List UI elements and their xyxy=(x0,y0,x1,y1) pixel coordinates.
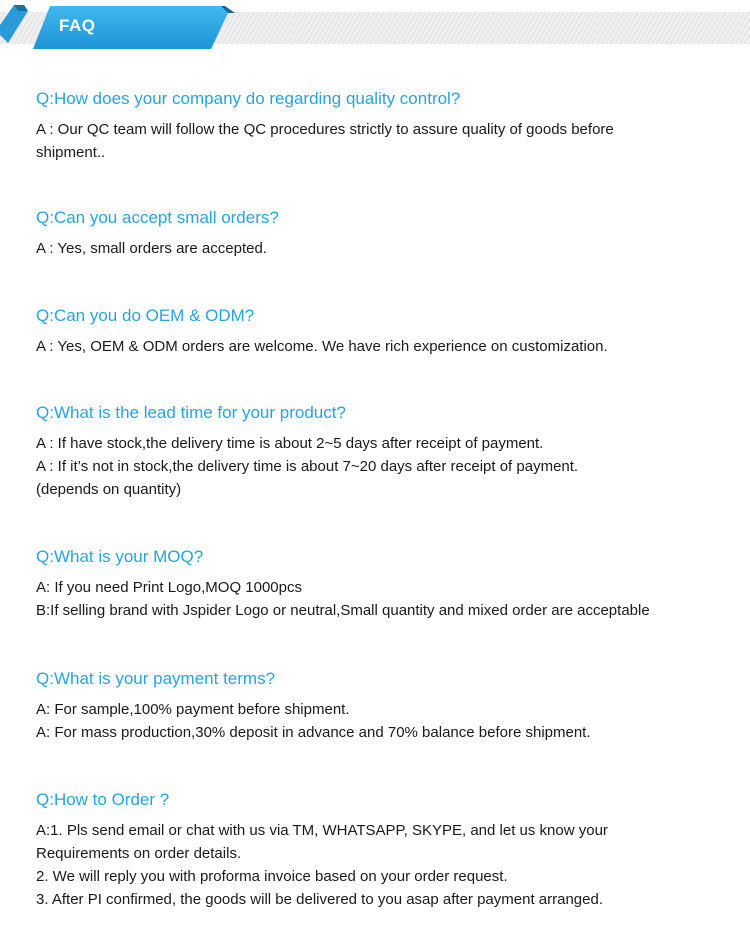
faq-answer: A: If you need Print Logo,MOQ 1000pcs B:If selling brand with Jspider Logo or neutral,Small quantity and mixed order are acceptable xyxy=(36,579,650,619)
faq-title: FAQ xyxy=(59,16,96,35)
faq-item xyxy=(36,89,614,164)
faq-question: Q:Can you do OEM & ODM? xyxy=(36,306,255,325)
faq-item xyxy=(36,547,650,622)
faq-item xyxy=(36,306,608,358)
faq-answer: A : If have stock,the delivery time is about 2~5 days after receipt of payment. A : If it’s not in stock,the delivery time is about 7~20 days after receipt of payment. (depends on quantity) xyxy=(36,435,579,498)
faq-answer: A : Yes, small orders are accepted. xyxy=(36,240,267,257)
faq-question: Q:How does your company do regarding quality control? xyxy=(36,89,461,108)
faq-banner xyxy=(0,0,750,56)
faq-item xyxy=(36,669,591,744)
faq-answer: A : Our QC team will follow the QC procedures strictly to assure quality of goods before shipment.. xyxy=(36,121,614,161)
faq-item xyxy=(36,403,578,501)
faq-item xyxy=(36,790,608,911)
faq-question: Q:What is the lead time for your product? xyxy=(36,403,346,422)
faq-answer: A: For sample,100% payment before shipment. A: For mass production,30% deposit in advance and 70% balance before shipment. xyxy=(36,701,591,741)
faq-question: Q:What is your MOQ? xyxy=(36,547,204,566)
faq-answer: A : Yes, OEM & ODM orders are welcome. We have rich experience on customization. xyxy=(36,338,608,355)
ribbon-left-fold-icon xyxy=(0,5,28,43)
faq-item xyxy=(36,208,279,260)
faq-question: Q:How to Order ? xyxy=(36,790,170,809)
faq-question: Q:Can you accept small orders? xyxy=(36,208,279,227)
faq-answer: A:1. Pls send email or chat with us via TM, WHATSAPP, SKYPE, and let us know your Requirements on order details. 2. We will reply you with proforma invoice based on your order request. 3. After PI confirmed, the goods will be delivered to you asap after payment arranged. xyxy=(36,822,608,908)
faq-question: Q:What is your payment terms? xyxy=(36,669,276,688)
